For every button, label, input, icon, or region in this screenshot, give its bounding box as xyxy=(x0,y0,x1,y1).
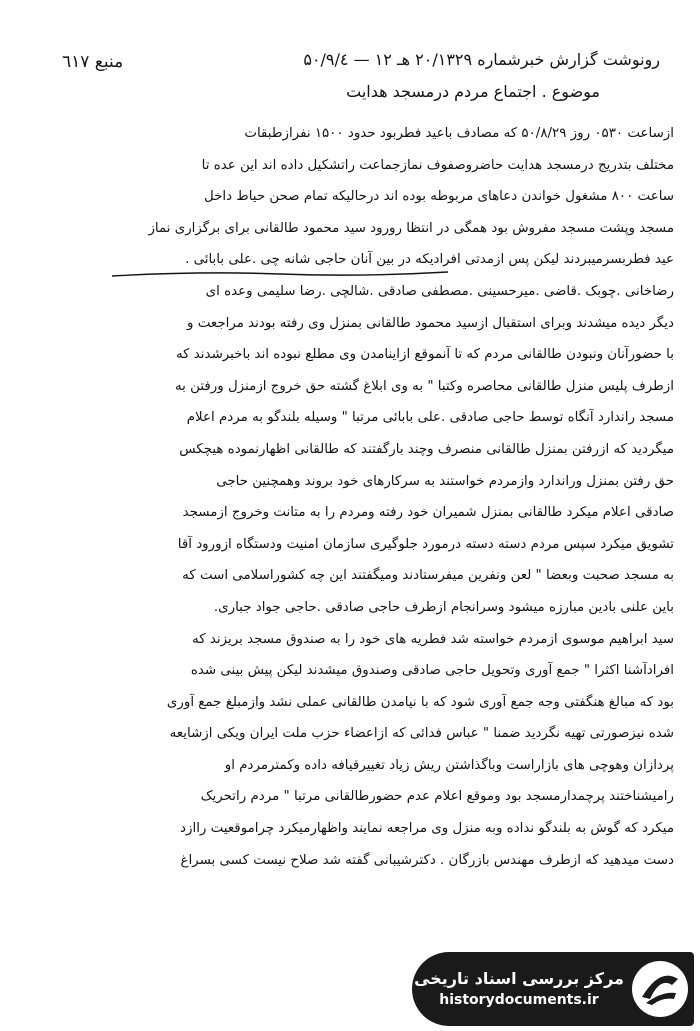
archive-url: historydocuments.ir xyxy=(439,992,599,1008)
subject-line: موضوع . اجتماع مردم درمسجد هدایت xyxy=(346,82,600,101)
body-line: بود که مبالغ هنگفتی وجه جمع آوری شود که با نیامدن طالقانی عملی نشد وازمبلغ جمع آوری xyxy=(166,694,674,710)
body-line: ساعت ۸۰۰ مشغول خواندن دعاهای مربوطه بوده اند درحالیکه تمام صحن حیاط داخل xyxy=(203,189,674,205)
handwritten-underline xyxy=(110,270,450,278)
body-line: سید ابراهیم موسوی ازمردم خواسته شد فطریه های خود را به صندوق مسجد بریزند که xyxy=(192,631,674,647)
body-line: حق رفتن بمنزل وراندارد وازمردم خواستند به سرکارهای خود بروند وهمچنین حاجی xyxy=(216,473,674,489)
archive-name: مرکز بررسی اسناد تاریخی xyxy=(414,969,624,988)
source-number: منبع ٦۱۷ xyxy=(62,52,124,72)
body-line: ازطرف پلیس منزل طالقانی محاصره وکتبا " به وی ابلاغ گشته حق خروج ازمنزل ورفتن به xyxy=(175,378,674,394)
body-line: افرادآشنا اکثرا " جمع آوری وتحویل حاجی صادقی وصندوق میشدند لیکن پیش بینی شده xyxy=(190,663,674,679)
body-line: دیگر دیده میشدند وبرای استقبال ازسید محمود طالقانی بمنزل وی رفته بودند مراجعت و xyxy=(186,315,674,331)
body-line: پردازان وهوچی های بازاراست وباگذاشتن ریش زیاد تغییرقیافه داده وکمترمردم او xyxy=(224,757,674,773)
body-line: ازساعت ۰۵۳۰ روز ۵۰/۸/۲۹ که مصادف باعید فطربود حدود ۱۵۰۰ نفرازطبقات xyxy=(244,126,674,141)
body-line: با حضورآنان ونبودن طالقانی مردم که تا آنموقع ازاینامدن وی مطلع نبوده اند باخبرشدند که xyxy=(175,347,674,363)
body-line: مختلف بتدریج درمسجد هدایت حاضروصفوف نمازجماعت راتشکیل داده اند این عده تا xyxy=(201,157,674,173)
body-line: میکرد که گوش به بلندگو نداده وبه منزل وی مراجعه نمایند واظهارمیکرد چراموقعیت راازد xyxy=(180,821,674,837)
body-line: به مسجد صحبت وبعضا " لعن ونفرین میفرستادند ومیگفتند این چه کشوراسلامی است که xyxy=(182,568,674,584)
body-line: دست میدهید که ازطرف مهندس بازرگان . دکترشیبانی گفته شد صلاح نیست کسی بسراغ xyxy=(180,852,674,868)
body-line: عید فطربسرمیبردند لیکن پس ازمدتی افرادیکه در بین آنان حاجی شانه چی .علی بابائی . xyxy=(185,252,674,268)
archive-emblem-icon xyxy=(628,957,692,1021)
report-body xyxy=(24,118,674,876)
body-line: رامیشناختند پرچمدارمسجد بود وموقع اعلام عدم حضورطالقانی مرتبا " مردم راتحریک xyxy=(200,789,674,805)
body-line: رضاخانی .چوبک .قاضی .میرحسینی .مصطفی صادقی .شالچی .رضا سلیمی وعده ای xyxy=(205,283,674,299)
body-line: باین علنی بادین مبارزه میشود وسرانجام ازطرف حاجی صادقی .حاجی جواد جباری. xyxy=(213,599,674,615)
body-line: شده نیزصورتی تهیه نگردید ضمنا " عباس فدائی که ازاعضاء حزب ملت ایران ویکی ازشایعه xyxy=(169,726,674,742)
archive-watermark xyxy=(414,968,624,1010)
body-line: صادقی اعلام میکرد طالقانی بمنزل شمیران خود رفته ومردم را به متانت وخروج ازمسجد xyxy=(182,505,674,521)
body-line: مسجد وپشت مسجد مفروش بود همگی در انتظا رورود سید محمود طالقانی برای برگزاری نماز xyxy=(148,220,674,236)
report-number-line: رونوشت گزارش خبرشماره ۲۰/۱۳۲۹ هـ ۱۲ — ۵۰/۹/٤ xyxy=(303,50,660,69)
body-line: مسجد راندارد آنگاه توسط حاجی صادقی .علی بابائی مرتبا " وسیله بلندگو به مردم اعلام xyxy=(186,410,674,426)
body-line: تشویق میکرد سپس مردم دسته دسته درمورد جلوگیری سازمان امنیت ودستگاه ازورود آقا xyxy=(177,536,674,552)
body-line: میگردید که ازرفتن بمنزل طالقانی منصرف وچند بارگفتند که طالقانی اظهارنموده هیچکس xyxy=(179,441,674,457)
